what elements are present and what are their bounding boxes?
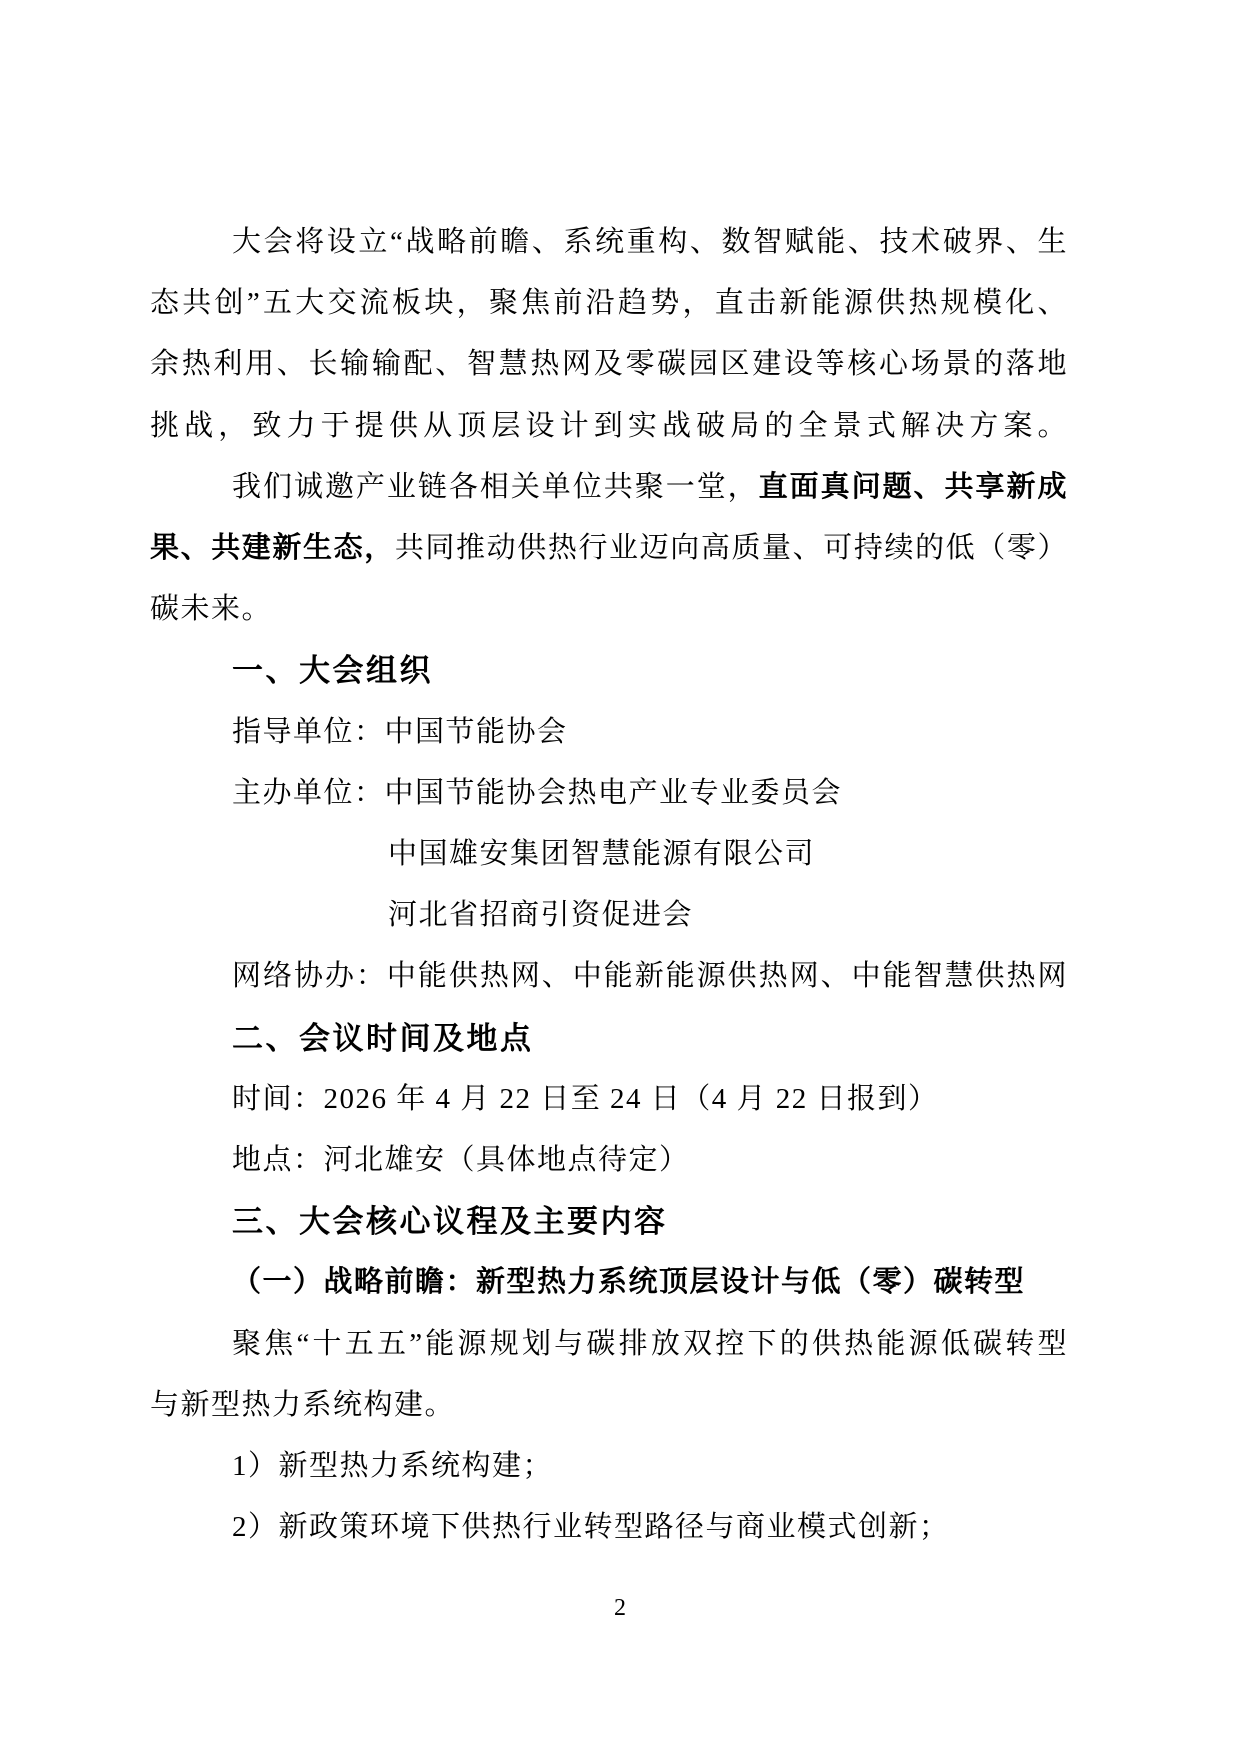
intro-paragraph2-line1-regular: 我们诚邀产业链各相关单位共聚一堂， [232, 470, 759, 503]
host-unit-line3: 河北省招商引资促进会 [388, 899, 694, 932]
agenda-sub1-desc-line2: 与新型热力系统构建。 [150, 1388, 456, 1421]
intro-paragraph2-line2 [150, 518, 1068, 579]
intro-paragraph2-line2-bold: 果、共建新生态， [150, 532, 395, 565]
document-body [150, 212, 1068, 1558]
agenda-sub1-item1: 1）新型热力系统构建； [232, 1450, 554, 1483]
section3-heading: 三、大会核心议程及主要内容 [232, 1204, 668, 1240]
intro-paragraph2-line2-regular: 共同推动供热行业迈向高质量、可持续的低（零） [394, 532, 1068, 565]
section2-heading: 二、会议时间及地点 [232, 1020, 534, 1056]
intro-paragraph1-line4: 挑战，致力于提供从顶层设计到实战破局的全景式解决方案。 [150, 409, 1068, 442]
intro-paragraph1-line1: 大会将设立“战略前瞻、系统重构、数智赋能、技术破界、生 [232, 226, 1068, 258]
time-line: 时间：2026 年 4 月 22 日至 24 日（4 月 22 日报到） [232, 1082, 939, 1115]
guidance-unit-line: 指导单位：中国节能协会 [232, 715, 568, 748]
intro-paragraph2-line1 [150, 457, 1068, 518]
host-unit-line1: 主办单位：中国节能协会热电产业专业委员会 [232, 776, 843, 809]
agenda-sub1-item2: 2）新政策环境下供热行业转型路径与商业模式创新； [232, 1511, 950, 1544]
host-unit-line2: 中国雄安集团智慧能源有限公司 [388, 838, 816, 871]
intro-paragraph2-line1-bold: 直面真问题、共享新成 [758, 470, 1068, 503]
place-line: 地点：河北雄安（具体地点待定） [232, 1144, 690, 1177]
intro-paragraph1-line2: 态共创”五大交流板块，聚焦前沿趋势，直击新能源供热规模化、 [150, 287, 1068, 320]
agenda-sub1-desc-line1: 聚焦“十五五”能源规划与碳排放双控下的供热能源低碳转型 [232, 1327, 1068, 1360]
agenda-sub1-heading: （一）战略前瞻：新型热力系统顶层设计与低（零）碳转型 [232, 1266, 1026, 1299]
network-cohost-line: 网络协办：中能供热网、中能新能源供热网、中能智慧供热网 [232, 960, 1068, 993]
intro-paragraph2-line3: 碳未来。 [150, 593, 273, 626]
page-number: 2 [614, 1595, 626, 1621]
intro-paragraph1-line3: 余热利用、长输输配、智慧热网及零碳园区建设等核心场景的落地 [150, 348, 1068, 381]
section1-heading: 一、大会组织 [232, 653, 433, 689]
